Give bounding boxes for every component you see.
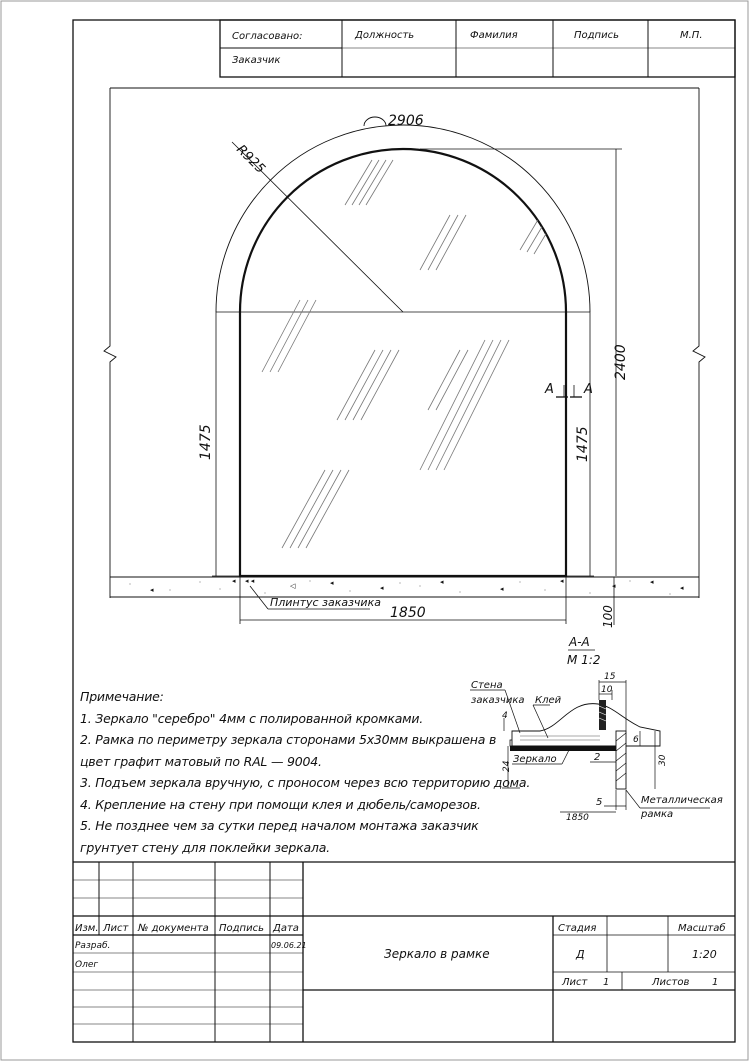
col-doc: № документа (138, 923, 209, 934)
dim-15: 15 (604, 672, 616, 682)
height-total-dimension (420, 149, 622, 576)
width-label: 1850 (390, 605, 426, 621)
svg-text:◂: ◂ (232, 577, 236, 585)
col-date: Дата (273, 923, 299, 934)
height-total-label: 2400 (613, 344, 629, 380)
height-left-dimension (212, 312, 240, 576)
wall-label-1: Стена (471, 680, 503, 691)
svg-text:◁: ◁ (290, 582, 296, 590)
note-line: 1. Зеркало "серебро" 4мм с полированной кромками. (80, 710, 424, 726)
author-name: Олег (75, 960, 99, 970)
approval-table (220, 20, 735, 77)
page-border (1, 1, 748, 1060)
frame-label-2: рамка (641, 809, 674, 820)
reference-arc (216, 125, 590, 312)
glue-label: Клей (535, 695, 562, 706)
svg-text:◂: ◂ (650, 578, 654, 586)
dim-6: 6 (633, 735, 639, 745)
note-line: 2. Рамка по периметру зеркала сторонами 5х30мм выкрашена в (80, 732, 497, 747)
svg-text:◂ ◂: ◂ ◂ (245, 577, 255, 585)
section-scale: М 1:2 (567, 653, 601, 667)
note-line: 3. Подъем зеркала вручную, с проносом через всю территорию дома. (80, 775, 531, 790)
customer-label: Заказчик (232, 55, 281, 66)
dim-5: 5 (596, 797, 603, 808)
section-mark-lines (556, 385, 582, 397)
drawing-title: Зеркало в рамке (384, 947, 490, 961)
stage-label: Стадия (558, 923, 597, 934)
stage-value: Д (576, 948, 585, 961)
col-change: Изм. (75, 923, 99, 934)
height-right-label: 1475 (575, 426, 591, 462)
glass-reflection-hatch (262, 160, 559, 548)
svg-text:◂: ◂ (500, 585, 504, 593)
stamp-label: М.П. (680, 30, 703, 41)
dim-2: 2 (594, 752, 601, 763)
arc-length-symbol (364, 117, 386, 126)
svg-text:◂: ◂ (150, 586, 154, 594)
svg-text:◂: ◂ (440, 578, 444, 586)
sheet-label: Лист (562, 977, 588, 988)
notes-block (80, 686, 531, 858)
arc-length-label: 2906 (388, 113, 424, 129)
note-line: цвет графит матовый по RAL — 9004. (80, 753, 322, 769)
height-left-label: 1475 (198, 424, 214, 460)
svg-text:◂: ◂ (330, 579, 334, 587)
svg-text:◂: ◂ (560, 577, 564, 585)
wall-label-2: заказчика (471, 695, 525, 706)
frame-label-1: Металлическая (641, 795, 723, 806)
col-sign: Подпись (219, 923, 264, 934)
surname-label: Фамилия (470, 30, 518, 41)
mirror-outline (240, 149, 566, 576)
dim-30: 30 (658, 754, 668, 766)
note-line: 4. Крепление на стену при помощи клея и дюбель/саморезов. (80, 796, 481, 812)
agreed-label: Согласовано: (232, 31, 303, 42)
note-line: грунтует стену для поклейки зеркала. (80, 839, 330, 855)
signature-label: Подпись (574, 30, 619, 41)
section-mark-left: А (545, 382, 554, 397)
mirror-label: Зеркало (513, 754, 557, 765)
scale-value: 1:20 (692, 948, 717, 961)
notes-title: Примечание: (80, 689, 164, 704)
section-title: А-А (569, 635, 590, 649)
date-value: 09.06.21 (271, 941, 307, 950)
sheets-label: Листов (652, 977, 690, 988)
position-label: Должность (355, 30, 415, 41)
drawing-frame (73, 20, 735, 1042)
note-line: 5. Не позднее чем за сутки перед началом монтажа заказчик (80, 818, 479, 833)
svg-text:◂: ◂ (612, 582, 616, 590)
section-mark-right: А (584, 382, 593, 397)
dim-1850: 1850 (566, 813, 589, 823)
dim-10: 10 (601, 685, 613, 695)
plinth-label: Плинтус заказчика (270, 596, 381, 609)
wall-outline (104, 88, 705, 598)
role-label: Разраб. (75, 941, 111, 951)
col-sheet: Лист (103, 923, 129, 934)
dim-24: 24 (502, 760, 512, 772)
sheets-value: 1 (712, 977, 719, 988)
svg-text:◂: ◂ (380, 584, 384, 592)
dim-4: 4 (502, 711, 508, 721)
sheet-value: 1 (603, 977, 610, 988)
floor-band (110, 577, 699, 597)
scale-label: Масштаб (678, 923, 726, 934)
floor-offset-label: 100 (601, 605, 615, 628)
radius-label: R925 (233, 142, 268, 177)
svg-text:◂: ◂ (680, 584, 684, 592)
